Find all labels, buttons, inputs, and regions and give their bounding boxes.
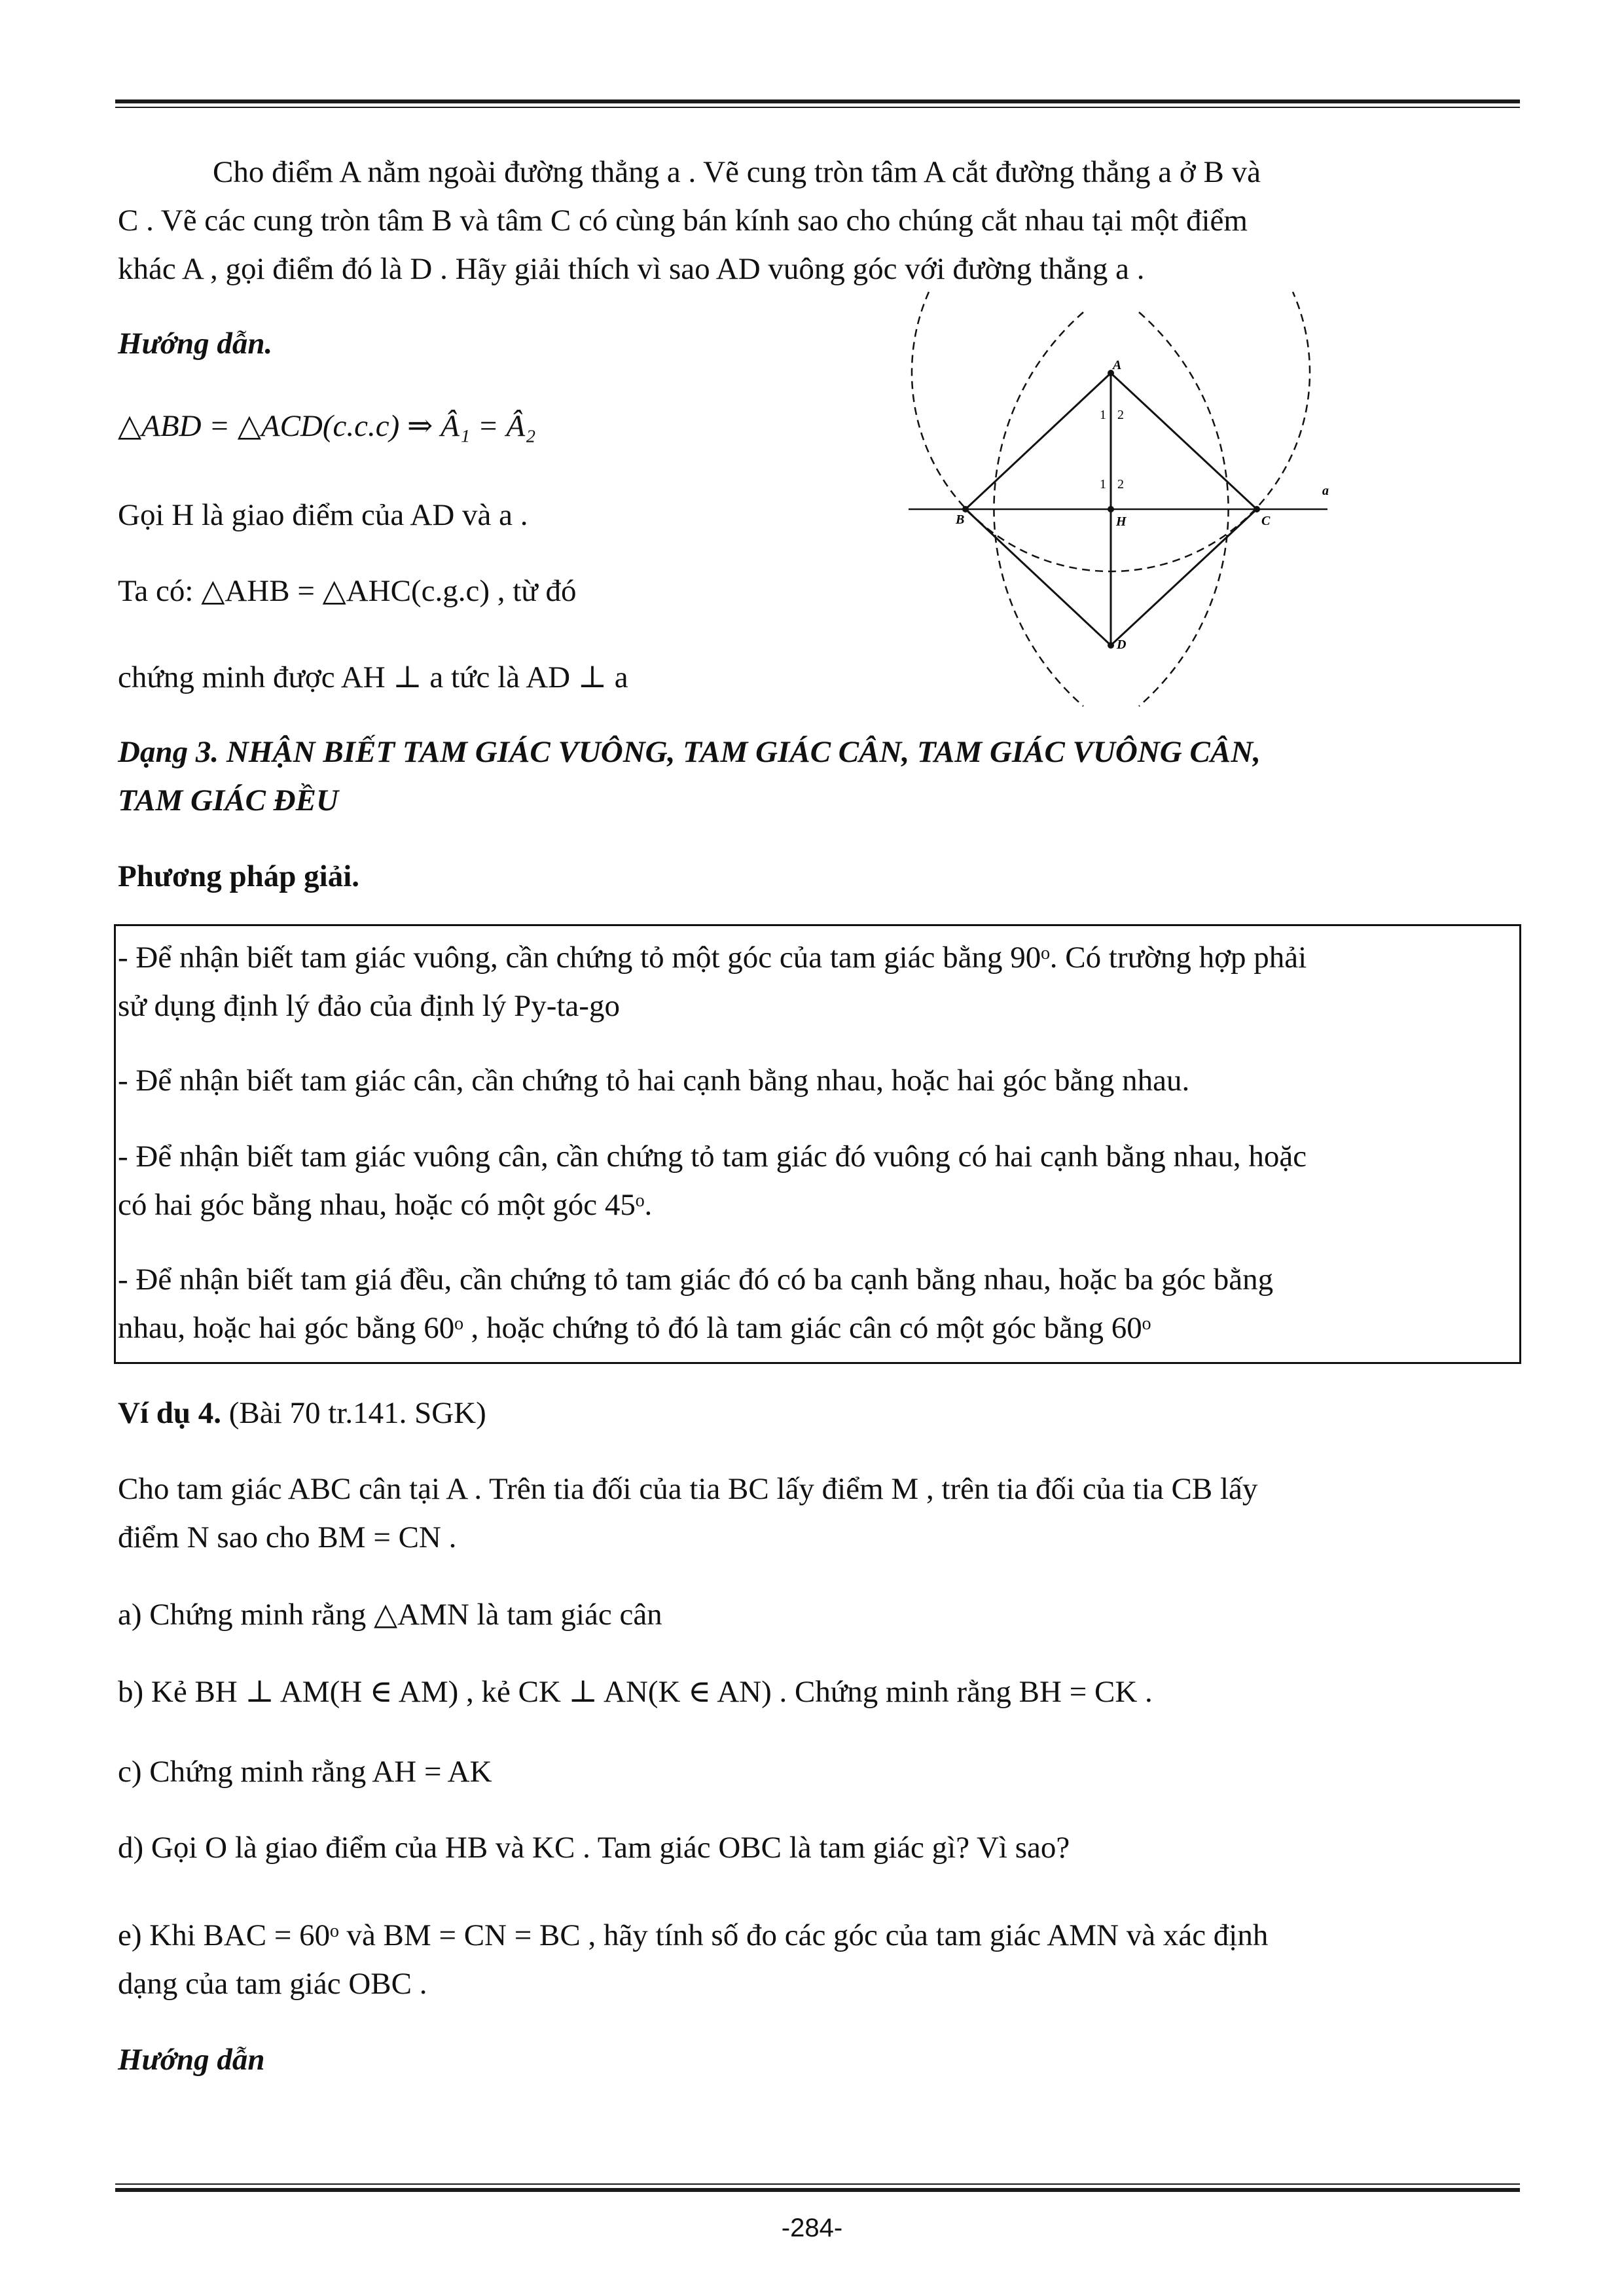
example-source: (Bài 70 tr.141. SGK) [221,1396,486,1430]
question-e-line-2: dạng của tam giác OBC . [118,1967,427,2001]
method-heading: Phương pháp giải. [118,859,360,893]
question-d: d) Gọi O là giao điểm của HB và KC . Tam giác OBC là tam giác gì? Vì sao? [118,1831,1070,1865]
example-guide-heading: Hướng dẫn [118,2043,265,2077]
method-item-4-line-1: - Để nhận biết tam giá đều, cần chứng tỏ tam giác đó có ba cạnh bằng nhau, hoặc ba góc bằng [118,1263,1274,1297]
page-number: -284- [781,2214,843,2242]
example-label: Ví dụ 4. [118,1396,222,1430]
question-a: a) Chứng minh rằng △AMN là tam giác cân [118,1598,662,1632]
point-d [1108,642,1114,649]
section-heading-line-2: TAM GIÁC ĐỀU [118,783,338,817]
label-h: H [1116,514,1127,529]
method-item-1-line-1: - Để nhận biết tam giác vuông, cần chứng tỏ một góc của tam giác bằng 90ᵒ. Có trường hợp phải [118,941,1307,975]
question-c: c) Chứng minh rằng AH = AK [118,1755,492,1789]
label-c: C [1261,514,1271,528]
example-title [118,1389,1512,1437]
question-e-line-1: e) Khi BAC = 60ᵒ và BM = CN = BC , hãy tính số đo các góc của tam giác AMN và xác định [118,1918,1269,1952]
angle-h2: 2 [1117,477,1124,492]
point-c [1254,506,1260,512]
guide-heading: Hướng dẫn. [118,327,273,361]
label-a: A [1113,358,1122,372]
guide-step-4: chứng minh được AH ⊥ a tức là AD ⊥ a [118,660,628,694]
section-heading-line-1: Dạng 3. NHẬN BIẾT TAM GIÁC VUÔNG, TAM GIÁC CÂN, TAM GIÁC VUÔNG CÂN, [118,735,1261,769]
point-b [962,506,969,512]
header-rule-thick [115,99,1520,103]
guide-step-2: Gọi H là giao điểm của AD và a . [118,498,528,532]
footer-rule-thin [115,2183,1520,2185]
question-b: b) Kẻ BH ⊥ AM(H ∈ AM) , kẻ CK ⊥ AN(K ∈ AN) . Chứng minh rằng BH = CK . [118,1675,1153,1709]
geometry-figure [890,288,1348,720]
label-line-a: a [1322,484,1329,498]
method-item-3-line-1: - Để nhận biết tam giác vuông cân, cần chứng tỏ tam giác đó vuông có hai cạnh bằng nhau, hoặc [118,1139,1307,1174]
intro-line-2: C . Vẽ các cung tròn tâm B và tâm C có cùng bán kính sao cho chúng cắt nhau tại một điểm [118,204,1248,238]
label-b: B [956,512,965,527]
guide-step-1: △ABD = △ACD(c.c.c) ⇒ Â₁ = Â₂ [118,409,536,443]
example-statement-line-1: Cho tam giác ABC cân tại A . Trên tia đối của tia BC lấy điểm M , trên tia đối của tia CB lấy [118,1472,1258,1506]
method-item-1-line-2: sử dụng định lý đảo của định lý Py-ta-go [118,989,620,1023]
intro-line-1: Cho điểm A nằm ngoài đường thẳng a . Vẽ cung tròn tâm A cắt đường thẳng a ở B và [213,155,1261,189]
intro-line-3: khác A , gọi điểm đó là D . Hãy giải thích vì sao AD vuông góc với đường thẳng a . [118,252,1145,286]
angle-a2: 2 [1117,408,1124,422]
method-item-2: - Để nhận biết tam giác cân, cần chứng tỏ hai cạnh bằng nhau, hoặc hai góc bằng nhau. [118,1064,1190,1098]
angle-a1: 1 [1100,408,1106,422]
method-item-4-line-2: nhau, hoặc hai góc bằng 60ᵒ , hoặc chứng tỏ đó là tam giác cân có một góc bằng 60ᵒ [118,1311,1151,1345]
point-h [1108,506,1114,512]
example-statement-line-2: điểm N sao cho BM = CN . [118,1520,457,1554]
angle-h1: 1 [1100,477,1106,492]
footer-rule-thick [115,2188,1520,2192]
method-item-3-line-2: có hai góc bằng nhau, hoặc có một góc 45ᵒ. [118,1188,653,1222]
header-rule-thin [115,107,1520,108]
guide-step-3: Ta có: △AHB = △AHC(c.g.c) , từ đó [118,574,577,608]
label-d: D [1117,637,1127,652]
